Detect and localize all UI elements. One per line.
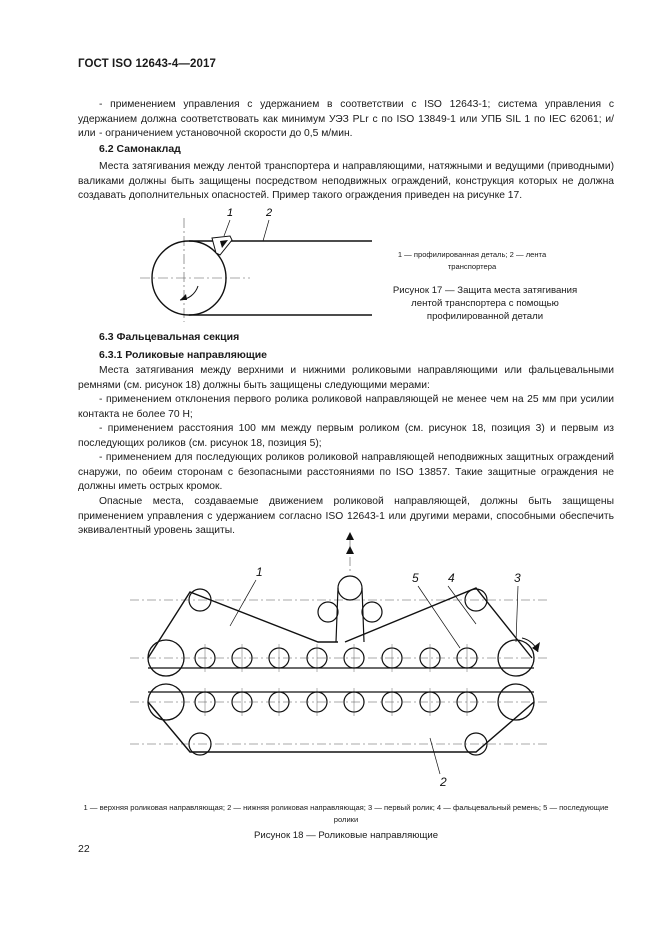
- section-6-3-paragraph-1: Места затягивания между верхними и нижними роликовыми направляющими или фальцевальными ремнями (см. рисунок 18) должны быть защищены следующими мерами:: [78, 365, 614, 391]
- intro-paragraph-2: - ограничением установочной скорости до 0,5 м/мин.: [99, 128, 353, 139]
- roller-guides-group: [130, 532, 548, 789]
- figure-18-label-1: 1: [256, 565, 263, 579]
- figure-18-label-5: 5: [412, 571, 419, 585]
- section-6-2-paragraph: Места затягивания между лентой транспортера и направляющими, натяжными и ведущими (приводными) валиками должны быть защищены посредством неподвижных ограждений, конструкция которых не должна создавать дополнительных опасностей. Пример такого ограждения приведен на рисунке 17.: [78, 161, 614, 202]
- figure-18-label-2: 2: [440, 775, 447, 789]
- section-6-3-heading: 6.3 Фальцевальная секция: [99, 331, 240, 343]
- tension-roller-right: [362, 602, 382, 622]
- leader-2: [430, 738, 440, 774]
- leader-5: [418, 586, 460, 648]
- rotation-arrow-head: [180, 294, 187, 300]
- leader-1: [230, 580, 256, 626]
- document-header: ГОСТ ISO 12643-4—2017: [78, 58, 216, 70]
- section-6-2-heading: 6.2 Самонаклад: [99, 143, 181, 155]
- section-6-3-paragraph-5: Опасные места, создаваемые движением роликовой направляющей, должны быть защищены применением управления с удержанием согласно ISO 12643-1 или другими мерами, способными обеспечить эквивалентный уровень защиты.: [78, 496, 614, 537]
- leader-3: [516, 586, 518, 642]
- tension-roller-left: [318, 602, 338, 622]
- section-6-3-paragraph-2: - применением отклонения первого ролика роликовой направляющей не менее чем на 25 мм при усилии контакта не более 70 Н;: [78, 394, 614, 420]
- direction-arrow-up: [346, 532, 354, 540]
- figure-18-caption: Рисунок 18 — Роликовые направляющие: [253, 830, 439, 841]
- figure-18-drawing: [130, 530, 555, 794]
- figure-17-caption: Рисунок 17 — Защита места затягивания лентой транспортера с помощью профилированной детали: [392, 285, 578, 322]
- figure-17-label-2: 2: [266, 207, 273, 219]
- figure-18-label-4: 4: [448, 571, 455, 585]
- figure-18-legend: 1 — верхняя роликовая направляющая; 2 — нижняя роликовая направляющая; 3 — первый ролик; 4 — фальцевальный ремень; 5 — последующие ролики: [83, 803, 609, 824]
- page-number: 22: [78, 843, 90, 855]
- section-6-3-paragraph-4: - применением для последующих роликов роликовой направляющей неподвижных защитных ограждений снаружи, по обеим сторонам с безопасными расстояниями по ISO 13857. Такие защитные ограждения не должны иметь острых кромок.: [78, 452, 614, 493]
- intro-paragraph-1: - применением управления с удержанием в соответствии с ISO 12643-1; система управления с удержанием должна соответствовать как минимум УЭЗ PLr с по ISO 13849-1 или УПБ SIL 1 по IEC 62061; и/или: [78, 99, 614, 140]
- figure-17-label-1: 1: [227, 207, 234, 219]
- figure-17-legend: 1 — профилированная деталь; 2 — лента транспортера: [397, 250, 547, 271]
- direction-arrow-up-2: [346, 546, 354, 554]
- section-6-3-1-heading: 6.3.1 Роликовые направляющие: [99, 349, 268, 361]
- leader-line-2: [263, 220, 269, 241]
- section-6-3-paragraph-3: - применением расстояния 100 мм между первым роликом (см. рисунок 18, позиция 3) и первым из последующих роликов (см. рисунок 18, позиция 5);: [78, 423, 614, 449]
- figure-17-drawing: [140, 204, 380, 324]
- tension-roller-top: [338, 576, 362, 600]
- figure-18-label-3: 3: [514, 571, 521, 585]
- leader-line-1: [224, 220, 230, 236]
